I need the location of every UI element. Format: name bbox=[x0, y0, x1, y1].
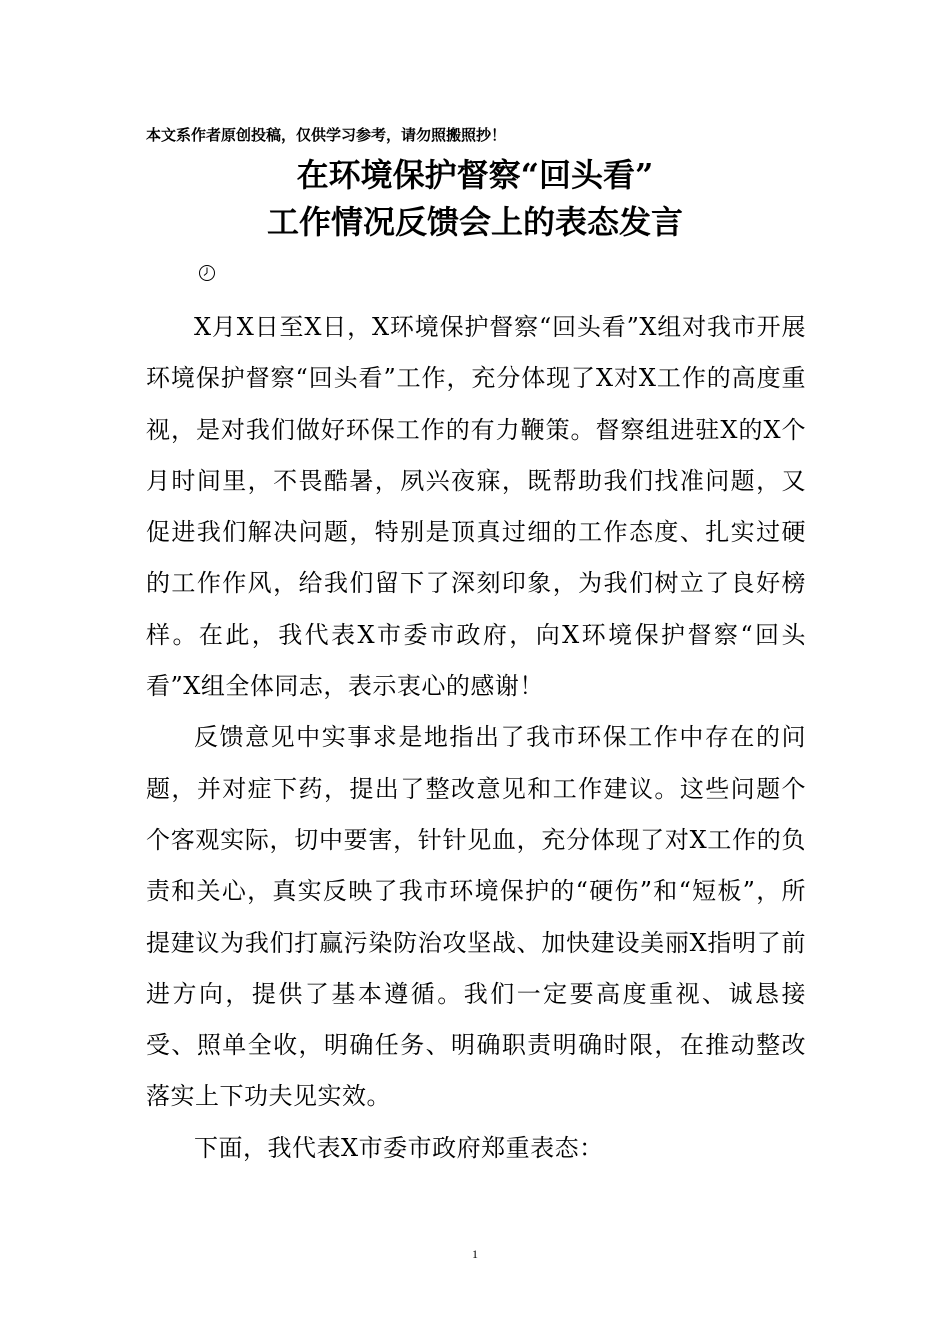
paragraph: X月X日至X日，X环境保护督察“回头看”X组对我市开展环境保护督察“回头看”工作，充分体现了X对X工作的高度重视，是对我们做好环保工作的有力鞭策。督察组进驻X的X个月时间里，不畏酷暑，夙兴夜寐，既帮助我们找准问题，又促进我们解决问题，特别是顶真过细的工作态度、扎实过硬的工作作风，给我们留下了深刻印象，为我们树立了良好榜样。在此，我代表X市委市政府，向X环境保护督察“回头看”X组全体同志，表示衷心的感谢！ bbox=[146, 313, 806, 701]
document-body bbox=[146, 302, 806, 1174]
clock-icon bbox=[198, 264, 216, 282]
paragraph: 下面，我代表X市委市政府郑重表态： bbox=[194, 1133, 604, 1162]
title-line-1: 在环境保护督察“回头看” bbox=[296, 156, 654, 194]
copyright-notice: 本文系作者原创投稿，仅供学习参考，请勿照搬照抄！ bbox=[146, 126, 507, 144]
page-number: 1 bbox=[472, 1247, 478, 1261]
title-line-2: 工作情况反馈会上的表态发言 bbox=[266, 203, 683, 241]
paragraph: 反馈意见中实事求是地指出了我市环保工作中存在的问题，并对症下药，提出了整改意见和工作建议。这些问题个个客观实际，切中要害，针针见血，充分体现了对X工作的负责和关心，真实反映了我市环境保护的“硬伤”和“短板”，所提建议为我们打赢污染防治攻坚战、加快建设美丽X指明了前进方向，提供了基本遵循。我们一定要高度重视、诚恳接受、照单全收，明确任务、明确职责明确时限，在推动整改落实上下功夫见实效。 bbox=[146, 723, 806, 1111]
